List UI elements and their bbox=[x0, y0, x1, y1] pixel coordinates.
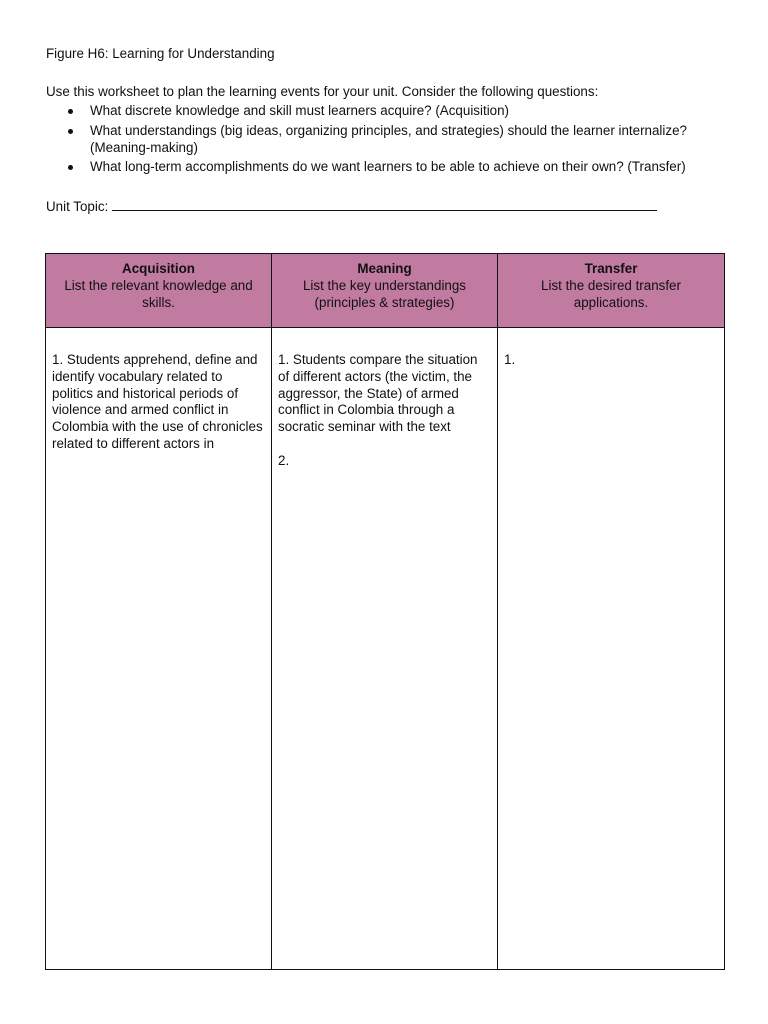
column-header-acquisition bbox=[46, 254, 272, 328]
column-subtitle: List the relevant knowledge and skills. bbox=[64, 277, 253, 310]
column-title: Acquisition bbox=[122, 261, 195, 276]
column-header-meaning bbox=[272, 254, 498, 328]
question-text: What understandings (big ideas, organizing principles, and strategies) should the learner internalize? (Meaning-making) bbox=[90, 122, 687, 155]
bullet-icon bbox=[68, 109, 73, 114]
transfer-cell[interactable] bbox=[498, 328, 725, 970]
transfer-entry: 1. bbox=[504, 352, 516, 367]
table-body-row bbox=[46, 328, 725, 970]
column-title: Meaning bbox=[357, 261, 412, 276]
planning-table bbox=[45, 253, 725, 970]
unit-topic-label: Unit Topic: bbox=[46, 199, 109, 214]
column-subtitle: List the desired transfer applications. bbox=[541, 277, 681, 310]
acquisition-entry: 1. Students apprehend, define and identify vocabulary related to politics and historical periods of violence and armed conflict in Colombia with the use of chronicles related to different actors in bbox=[52, 352, 263, 451]
instructions-text: Use this worksheet to plan the learning events for your unit. Consider the following questions: bbox=[46, 84, 599, 99]
bullet-icon bbox=[68, 165, 73, 170]
unit-topic-blank-line[interactable] bbox=[112, 198, 657, 211]
question-text: What long-term accomplishments do we want learners to be able to achieve on their own? (Transfer) bbox=[90, 159, 686, 175]
column-title: Transfer bbox=[584, 261, 638, 276]
column-subtitle: List the key understandings (principles & strategies) bbox=[302, 277, 467, 310]
meaning-entry: 2. bbox=[278, 452, 290, 468]
document-title: Figure H6: Learning for Understanding bbox=[46, 46, 275, 61]
bullet-icon bbox=[68, 129, 73, 134]
meaning-cell[interactable] bbox=[272, 328, 498, 970]
question-text: What discrete knowledge and skill must learners acquire? (Acquisition) bbox=[90, 103, 510, 118]
question-item bbox=[68, 123, 748, 157]
table-header-row bbox=[46, 254, 725, 328]
question-item bbox=[68, 159, 748, 176]
guiding-questions-list bbox=[68, 103, 748, 179]
meaning-entry: 1. Students compare the situation of different actors (the victim, the aggressor, the State) of armed conflict in Colombia through a socratic seminar with the text bbox=[278, 352, 478, 434]
acquisition-cell[interactable] bbox=[46, 328, 272, 970]
question-item bbox=[68, 103, 748, 120]
column-header-transfer bbox=[498, 254, 725, 328]
unit-topic-field bbox=[46, 198, 657, 216]
